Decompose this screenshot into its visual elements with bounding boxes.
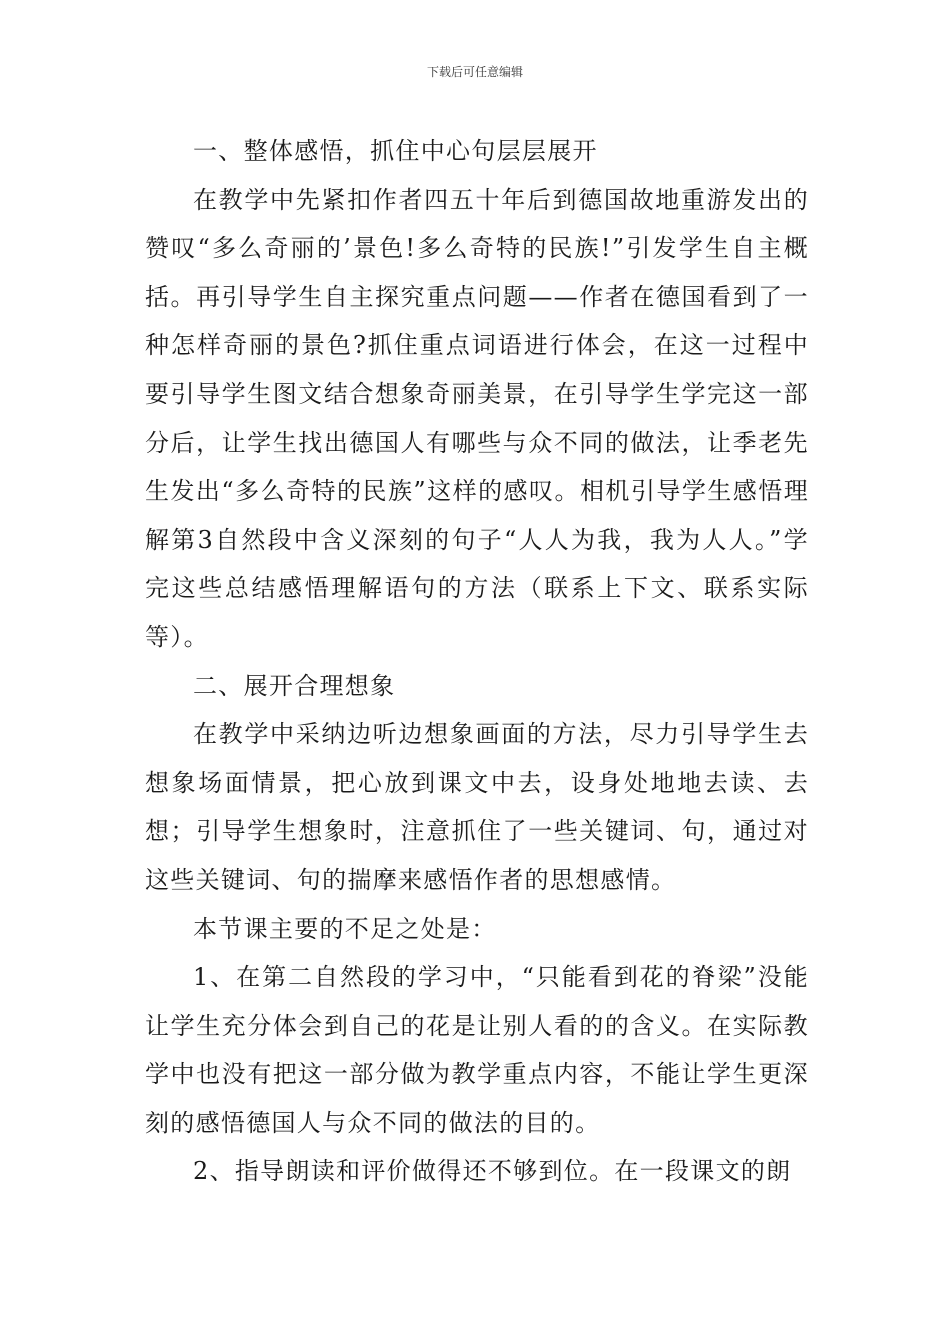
document-body	[145, 127, 809, 1196]
section-heading-1: 一、整体感悟，抓住中心句层层展开	[193, 137, 598, 165]
section-heading-2: 二、展开合理想象	[193, 671, 396, 700]
paragraph-shortcoming-2: 2、指导朗读和评价做得还不够到位。在一段课文的朗	[193, 1157, 792, 1186]
paragraph-2: 在教学中采纳边听边想象画面的方法，尽力引导学生去想象场面情景，把心放到课文中去，设身处地地去读、去想；引导学生想象时，注意抓住了一些关键词、句，通过对这些关键词、句的揣摩来感悟作者的思想感情。	[145, 720, 809, 894]
page-header-note: 下载后可任意编辑	[426, 65, 523, 79]
paragraph-shortcoming-1: 1、在第二自然段的学习中，“只能看到花的脊梁”没能让学生充分体会到自己的花是让别人看的的含义。在实际教学中也没有把这一部分做为教学重点内容，不能让学生更深刻的感悟德国人与众不同的做法的目的。	[145, 963, 809, 1137]
paragraph-shortcomings-intro: 本节课主要的不足之处是：	[193, 914, 497, 943]
paragraph-1: 在教学中先紧扣作者四五十年后到德国故地重游发出的赞叹“多么奇丽的’景色!多么奇特的民族!”引发学生自主概括。再引导学生自主探究重点问题——作者在德国看到了一种怎样奇丽的景色?抓住重点词语进行体会，在这一过程中要引导学生图文结合想象奇丽美景，在引导学生学完这一部分后，让学生找出德国人有哪些与众不同的做法，让季老先生发出“多么奇特的民族”这样的感叹。相机引导学生感悟理解第3自然段中含义深刻的句子“人人为我，我为人人。”学完这些总结感悟理解语句的方法（联系上下文、联系实际等）。	[145, 185, 809, 651]
